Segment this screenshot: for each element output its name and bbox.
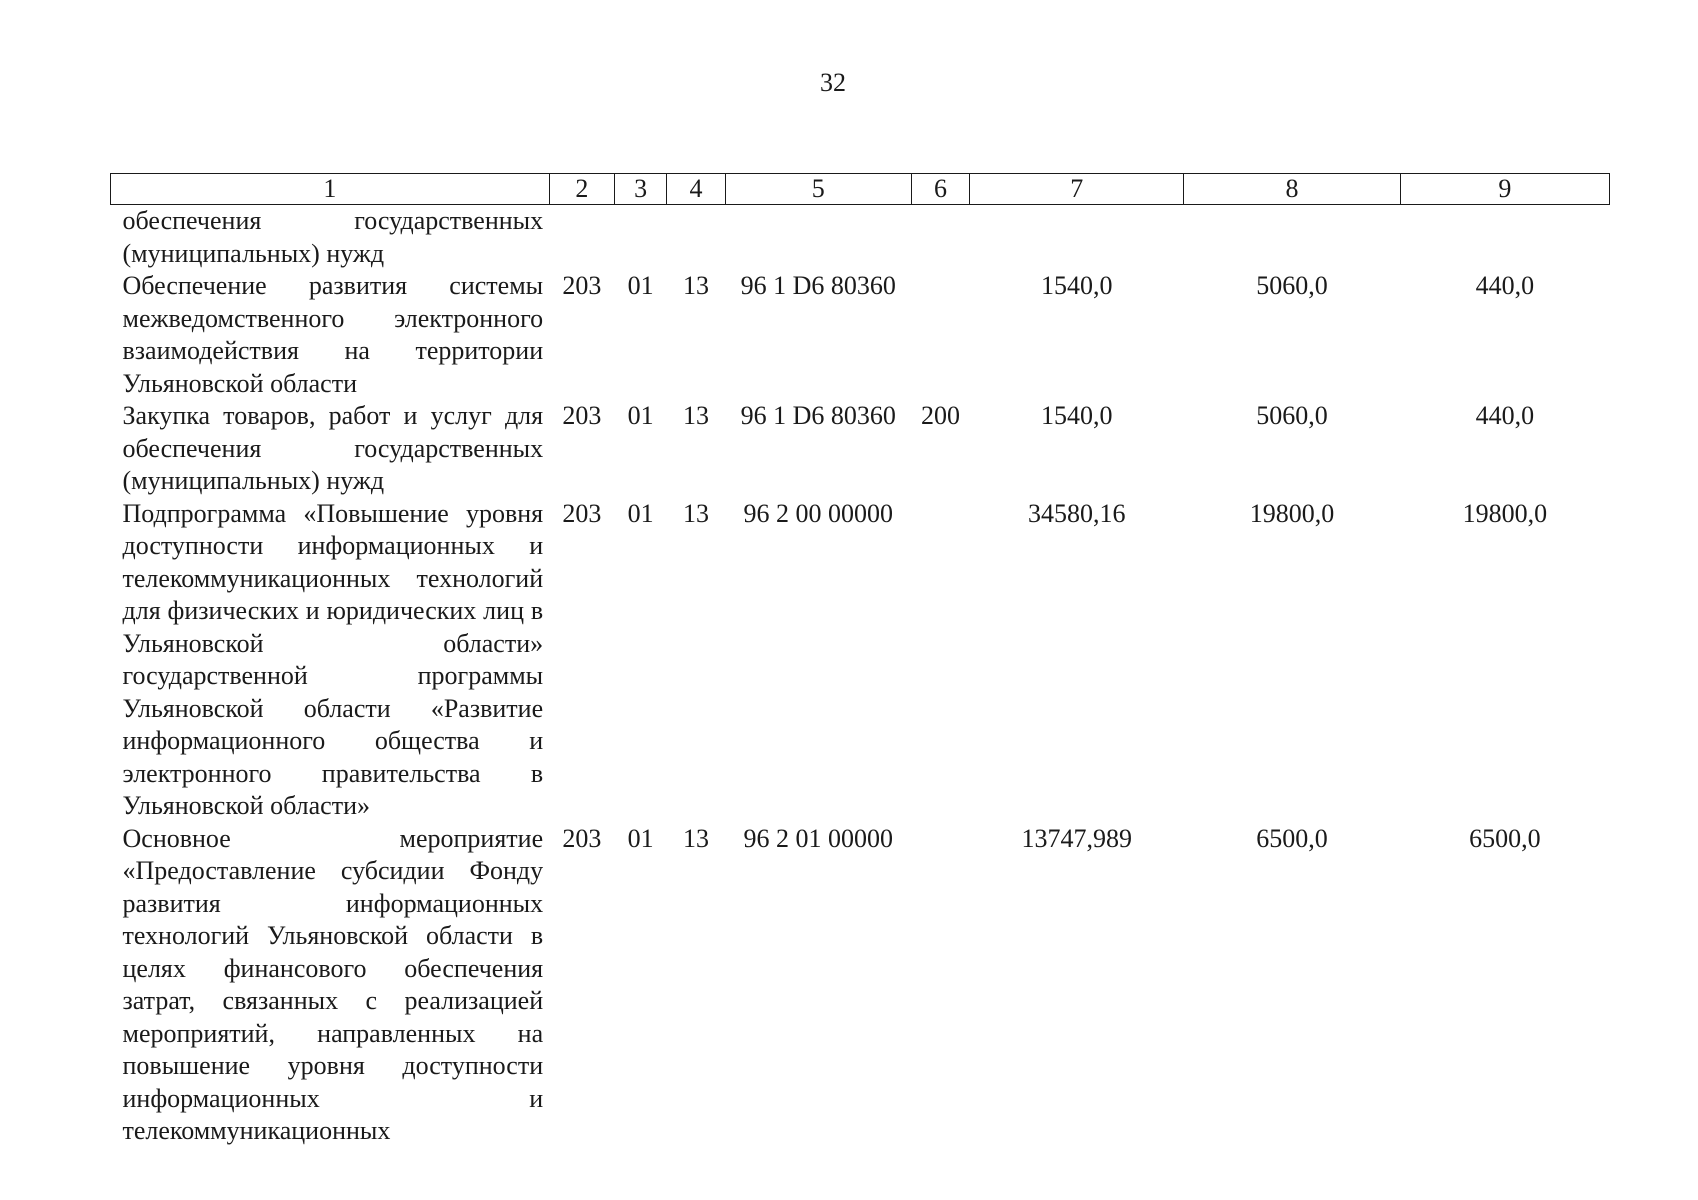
column-header-5: 5 bbox=[725, 174, 911, 205]
row-code-4: 13 bbox=[683, 823, 709, 853]
row-code-2 bbox=[549, 205, 614, 271]
row-code-2: 203 bbox=[562, 498, 602, 528]
row-name: Основное мероприятие «Предоставление субсидии Фонду развития информационных технологий Ульяновской области в целях финансового обеспечения затрат, связанных с реализацией мероприятий, направленных на повышение уровня доступности информационных и телекоммуникационных bbox=[122, 823, 544, 1145]
row-name: обеспечения государственных (муниципальных) нужд bbox=[122, 206, 544, 268]
row-value-8: 6500,0 bbox=[1256, 823, 1328, 853]
row-code-4 bbox=[667, 205, 725, 271]
table-row bbox=[111, 823, 1610, 1148]
row-code-3: 01 bbox=[627, 271, 654, 300]
row-code-6 bbox=[911, 205, 969, 271]
row-name: Закупка товаров, работ и услуг для обеспечения государственных (муниципальных) нужд bbox=[122, 401, 544, 495]
row-value-7 bbox=[970, 205, 1184, 271]
row-code-5: 96 2 01 00000 bbox=[743, 823, 893, 853]
row-code-3 bbox=[615, 205, 667, 271]
row-value-9: 440,0 bbox=[1475, 271, 1535, 300]
column-header-2: 2 bbox=[549, 174, 614, 205]
row-code-5: 96 2 00 00000 bbox=[743, 498, 893, 528]
row-code-2: 203 bbox=[562, 401, 602, 430]
column-header-4: 4 bbox=[667, 174, 725, 205]
row-code-4: 13 bbox=[683, 401, 709, 430]
table-row bbox=[111, 270, 1610, 400]
row-value-9: 6500,0 bbox=[1469, 823, 1541, 853]
row-value-9: 19800,0 bbox=[1462, 498, 1548, 528]
row-value-8: 19800,0 bbox=[1249, 498, 1335, 528]
column-header-9: 9 bbox=[1400, 174, 1609, 205]
row-code-5: 96 1 D6 80360 bbox=[740, 401, 896, 430]
row-code-6 bbox=[911, 823, 969, 1148]
row-name: Подпрограмма «Повышение уровня доступности информационных и телекоммуникационных технологий для физических и юридических лиц в Ульяновской области» государственной программы Ульяновской области «Развитие информационного общества и электронного правительства в Ульяновской области» bbox=[122, 498, 544, 820]
row-value-7: 13747,989 bbox=[1021, 823, 1133, 853]
row-code-4: 13 bbox=[683, 271, 709, 300]
column-header-8: 8 bbox=[1184, 174, 1400, 205]
row-value-9 bbox=[1400, 205, 1609, 271]
column-header-6: 6 bbox=[911, 174, 969, 205]
table-row bbox=[111, 498, 1610, 823]
row-code-6 bbox=[911, 270, 969, 400]
row-code-5: 96 1 D6 80360 bbox=[740, 271, 896, 300]
row-code-4: 13 bbox=[683, 498, 709, 528]
row-name: Обеспечение развития системы межведомственного электронного взаимодействия на территории Ульяновской области bbox=[122, 271, 544, 398]
row-code-2: 203 bbox=[562, 823, 602, 853]
row-value-7: 1540,0 bbox=[1041, 401, 1113, 430]
column-header-3: 3 bbox=[615, 174, 667, 205]
row-code-3: 01 bbox=[627, 401, 654, 430]
row-code-6 bbox=[911, 498, 969, 823]
table-header bbox=[111, 174, 1610, 205]
row-value-8 bbox=[1184, 205, 1400, 271]
page-number: 32 bbox=[820, 68, 846, 97]
column-header-1: 1 bbox=[111, 174, 550, 205]
row-code-3: 01 bbox=[627, 498, 654, 528]
row-value-8: 5060,0 bbox=[1256, 401, 1328, 430]
row-value-7: 1540,0 bbox=[1041, 271, 1113, 300]
row-code-5 bbox=[725, 205, 911, 271]
table-row bbox=[111, 400, 1610, 498]
row-value-9: 440,0 bbox=[1475, 401, 1535, 430]
row-value-8: 5060,0 bbox=[1256, 271, 1328, 300]
row-code-2: 203 bbox=[562, 271, 602, 300]
row-code-6: 200 bbox=[920, 401, 960, 430]
table-row bbox=[111, 205, 1610, 271]
row-value-7: 34580,16 bbox=[1028, 498, 1126, 528]
budget-table bbox=[110, 173, 1610, 1148]
column-header-7: 7 bbox=[970, 174, 1184, 205]
row-code-3: 01 bbox=[627, 823, 654, 853]
header-row bbox=[111, 174, 1610, 205]
